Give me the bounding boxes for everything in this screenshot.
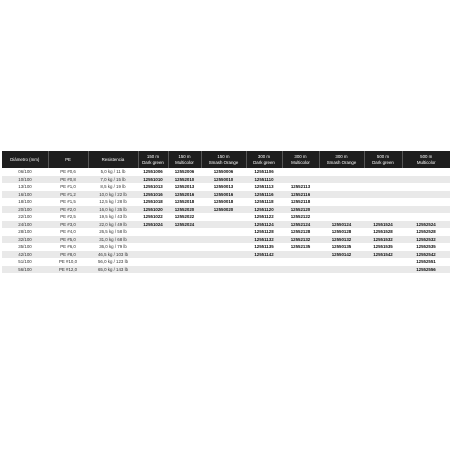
cell-product-code: 12552116 <box>282 191 319 199</box>
header-label: PE <box>65 156 71 162</box>
cell-product-code: 12550010 <box>201 176 246 184</box>
cell-product-code <box>364 168 402 176</box>
cell-product-code <box>364 258 402 266</box>
cell-product-code: 12551524 <box>364 221 402 229</box>
cell-resistance: 36,0 kg / 79 lb <box>88 243 138 251</box>
cell-product-code: 12552542 <box>402 251 450 259</box>
cell-diameter: 24/100 <box>2 221 48 229</box>
header-500m-dark-green <box>364 151 402 168</box>
cell-pe: PE #2,0 <box>48 206 88 214</box>
cell-product-code: 12551010 <box>138 176 168 184</box>
cell-resistance: 22,0 kg / 49 lb <box>88 221 138 229</box>
cell-resistance: 56,0 kg / 123 lb <box>88 258 138 266</box>
table-row <box>2 206 450 214</box>
cell-product-code: 12550132 <box>319 236 364 244</box>
cell-product-code <box>282 266 319 274</box>
cell-product-code <box>138 258 168 266</box>
cell-product-code <box>402 168 450 176</box>
cell-product-code: 12552118 <box>282 198 319 206</box>
cell-pe: PE #12,0 <box>48 266 88 274</box>
header-label: Smash Orange <box>326 159 357 165</box>
cell-pe: PE #3,0 <box>48 221 88 229</box>
cell-product-code <box>319 206 364 214</box>
cell-product-code: 12550135 <box>319 243 364 251</box>
cell-product-code: 12550018 <box>201 198 246 206</box>
cell-product-code <box>364 213 402 221</box>
cell-product-code: 12552113 <box>282 183 319 191</box>
cell-product-code <box>246 266 282 274</box>
cell-product-code: 12551106 <box>246 168 282 176</box>
cell-product-code: 12552532 <box>402 236 450 244</box>
cell-product-code: 12551120 <box>246 206 282 214</box>
cell-product-code: 12552120 <box>282 206 319 214</box>
cell-product-code: 12551135 <box>246 243 282 251</box>
cell-product-code <box>138 228 168 236</box>
cell-product-code: 12551142 <box>246 251 282 259</box>
cell-product-code: 12551532 <box>364 236 402 244</box>
cell-resistance: 31,0 kg / 68 lb <box>88 236 138 244</box>
header-150m-dark-green <box>138 151 168 168</box>
table-row <box>2 243 450 251</box>
cell-resistance: 65,0 kg / 143 lb <box>88 266 138 274</box>
cell-product-code <box>364 206 402 214</box>
table-row <box>2 266 450 274</box>
cell-product-code <box>402 176 450 184</box>
cell-product-code <box>201 236 246 244</box>
cell-product-code: 12551024 <box>138 221 168 229</box>
cell-product-code: 12552128 <box>282 228 319 236</box>
cell-pe: PE #1,2 <box>48 191 88 199</box>
header-label: Multicolor <box>416 159 436 165</box>
cell-product-code <box>168 243 201 251</box>
cell-product-code <box>282 176 319 184</box>
cell-product-code: 12550016 <box>201 191 246 199</box>
header-label: Diámetro (mm) <box>10 156 40 162</box>
cell-product-code: 12551118 <box>246 198 282 206</box>
cell-diameter: 32/100 <box>2 236 48 244</box>
cell-product-code <box>201 251 246 259</box>
cell-product-code <box>168 236 201 244</box>
cell-product-code: 12551013 <box>138 183 168 191</box>
table-body <box>2 168 450 273</box>
table-row <box>2 228 450 236</box>
cell-product-code <box>168 251 201 259</box>
header-resistance <box>88 151 138 168</box>
header-label: 150 m <box>146 153 160 159</box>
cell-product-code: 12551110 <box>246 176 282 184</box>
cell-product-code: 12550142 <box>319 251 364 259</box>
table-row <box>2 251 450 259</box>
cell-product-code <box>282 168 319 176</box>
cell-product-code <box>168 266 201 274</box>
cell-product-code <box>319 191 364 199</box>
cell-product-code <box>402 206 450 214</box>
cell-pe: PE #0,8 <box>48 176 88 184</box>
cell-product-code <box>319 258 364 266</box>
cell-diameter: 20/100 <box>2 206 48 214</box>
cell-product-code: 12552020 <box>168 206 201 214</box>
cell-product-code: 12552013 <box>168 183 201 191</box>
cell-product-code: 12551016 <box>138 191 168 199</box>
cell-product-code <box>402 183 450 191</box>
cell-resistance: 12,5 kg / 28 lb <box>88 198 138 206</box>
cell-resistance: 26,5 kg / 58 lb <box>88 228 138 236</box>
cell-diameter: 16/100 <box>2 191 48 199</box>
cell-product-code: 12551122 <box>246 213 282 221</box>
cell-product-code: 12552556 <box>402 266 450 274</box>
table-row <box>2 258 450 266</box>
cell-resistance: 7,0 kg / 15 lb <box>88 176 138 184</box>
cell-product-code: 12551116 <box>246 191 282 199</box>
cell-product-code <box>201 228 246 236</box>
cell-diameter: 18/100 <box>2 198 48 206</box>
header-300m-dark-green <box>246 151 282 168</box>
cell-pe: PE #1,0 <box>48 183 88 191</box>
table-row <box>2 168 450 176</box>
cell-product-code <box>138 266 168 274</box>
cell-product-code: 12552016 <box>168 191 201 199</box>
header-label: 500 m <box>420 153 433 159</box>
table-row <box>2 221 450 229</box>
cell-diameter: 28/100 <box>2 228 48 236</box>
cell-product-code <box>319 176 364 184</box>
cell-product-code: 12552524 <box>402 221 450 229</box>
cell-product-code: 12552122 <box>282 213 319 221</box>
header-row <box>2 151 450 168</box>
cell-product-code: 12551132 <box>246 236 282 244</box>
cell-pe: PE #4,0 <box>48 228 88 236</box>
cell-diameter: 22/100 <box>2 213 48 221</box>
cell-product-code <box>201 266 246 274</box>
cell-product-code <box>138 236 168 244</box>
cell-product-code <box>364 266 402 274</box>
table-row <box>2 191 450 199</box>
cell-product-code: 12550006 <box>201 168 246 176</box>
header-label: Smash Orange <box>208 159 239 165</box>
cell-product-code <box>319 183 364 191</box>
header-label: 300 m <box>335 153 348 159</box>
cell-product-code: 12551022 <box>138 213 168 221</box>
cell-product-code <box>201 258 246 266</box>
header-label: 500 m <box>376 153 390 159</box>
cell-diameter: 51/100 <box>2 258 48 266</box>
cell-product-code: 12551113 <box>246 183 282 191</box>
cell-product-code: 12552124 <box>282 221 319 229</box>
cell-diameter: 56/100 <box>2 266 48 274</box>
table-row <box>2 198 450 206</box>
cell-product-code <box>168 228 201 236</box>
cell-product-code: 12551020 <box>138 206 168 214</box>
cell-pe: PE #6,0 <box>48 243 88 251</box>
cell-diameter: 10/100 <box>2 176 48 184</box>
cell-product-code: 12551128 <box>246 228 282 236</box>
cell-pe: PE #2,5 <box>48 213 88 221</box>
cell-product-code <box>319 198 364 206</box>
cell-diameter: 06/100 <box>2 168 48 176</box>
cell-product-code: 12552535 <box>402 243 450 251</box>
cell-product-code: 12552018 <box>168 198 201 206</box>
cell-pe: PE #5,0 <box>48 236 88 244</box>
header-label: Multicolor <box>175 159 194 165</box>
cell-diameter: 13/100 <box>2 183 48 191</box>
header-label: 150 m <box>217 153 230 159</box>
cell-product-code: 12552022 <box>168 213 201 221</box>
cell-product-code <box>138 251 168 259</box>
cell-product-code: 12552024 <box>168 221 201 229</box>
cell-product-code <box>201 221 246 229</box>
cell-product-code <box>364 176 402 184</box>
cell-resistance: 10,0 kg / 22 lb <box>88 191 138 199</box>
cell-product-code <box>201 243 246 251</box>
cell-product-code: 12550124 <box>319 221 364 229</box>
cell-diameter: 35/100 <box>2 243 48 251</box>
cell-product-code <box>282 251 319 259</box>
table-row <box>2 236 450 244</box>
cell-product-code <box>364 191 402 199</box>
table-header <box>2 151 450 168</box>
cell-product-code <box>319 213 364 221</box>
cell-product-code <box>364 198 402 206</box>
product-table <box>2 151 450 273</box>
table-row <box>2 176 450 184</box>
cell-pe: PE #8,0 <box>48 251 88 259</box>
cell-product-code: 12551124 <box>246 221 282 229</box>
cell-resistance: 46,5 kg / 103 lb <box>88 251 138 259</box>
table-row <box>2 183 450 191</box>
header-label: Dark green <box>372 159 394 165</box>
cell-product-code: 12551528 <box>364 228 402 236</box>
cell-pe: PE #1,5 <box>48 198 88 206</box>
header-label: Dark green <box>253 159 275 165</box>
header-label: 300 m <box>294 153 307 159</box>
cell-product-code: 12551018 <box>138 198 168 206</box>
cell-resistance: 16,0 kg / 35 lb <box>88 206 138 214</box>
cell-product-code: 12552006 <box>168 168 201 176</box>
cell-product-code <box>402 191 450 199</box>
cell-pe: PE #10,0 <box>48 258 88 266</box>
header-label: 150 m <box>178 153 191 159</box>
cell-product-code: 12552551 <box>402 258 450 266</box>
cell-product-code: 12550128 <box>319 228 364 236</box>
header-300m-multicolor <box>282 151 319 168</box>
header-label: 300 m <box>257 153 271 159</box>
cell-product-code <box>246 258 282 266</box>
cell-resistance: 8,5 kg / 19 lb <box>88 183 138 191</box>
cell-diameter: 42/100 <box>2 251 48 259</box>
cell-pe: PE #0,6 <box>48 168 88 176</box>
header-label: Dark green <box>142 159 164 165</box>
cell-product-code <box>201 213 246 221</box>
header-pe <box>48 151 88 168</box>
cell-product-code: 12552135 <box>282 243 319 251</box>
cell-product-code: 12552132 <box>282 236 319 244</box>
header-150m-smash-orange <box>201 151 246 168</box>
cell-product-code <box>402 198 450 206</box>
cell-product-code <box>402 213 450 221</box>
cell-product-code: 12552010 <box>168 176 201 184</box>
cell-product-code: 12551542 <box>364 251 402 259</box>
cell-product-code: 12551006 <box>138 168 168 176</box>
cell-product-code <box>319 266 364 274</box>
cell-product-code: 12550013 <box>201 183 246 191</box>
cell-product-code <box>282 258 319 266</box>
cell-product-code: 12550020 <box>201 206 246 214</box>
cell-product-code <box>138 243 168 251</box>
table-row <box>2 213 450 221</box>
cell-resistance: 19,5 kg / 43 lb <box>88 213 138 221</box>
header-300m-smash-orange <box>319 151 364 168</box>
cell-product-code <box>168 258 201 266</box>
header-500m-multicolor <box>402 151 450 168</box>
header-150m-multicolor <box>168 151 201 168</box>
cell-product-code: 12552528 <box>402 228 450 236</box>
header-label: Resistencia <box>101 156 125 162</box>
header-label: Multicolor <box>291 159 310 165</box>
cell-resistance: 5,0 kg / 11 lb <box>88 168 138 176</box>
cell-product-code <box>319 168 364 176</box>
cell-product-code <box>364 183 402 191</box>
cell-product-code: 12551535 <box>364 243 402 251</box>
header-diameter <box>2 151 48 168</box>
